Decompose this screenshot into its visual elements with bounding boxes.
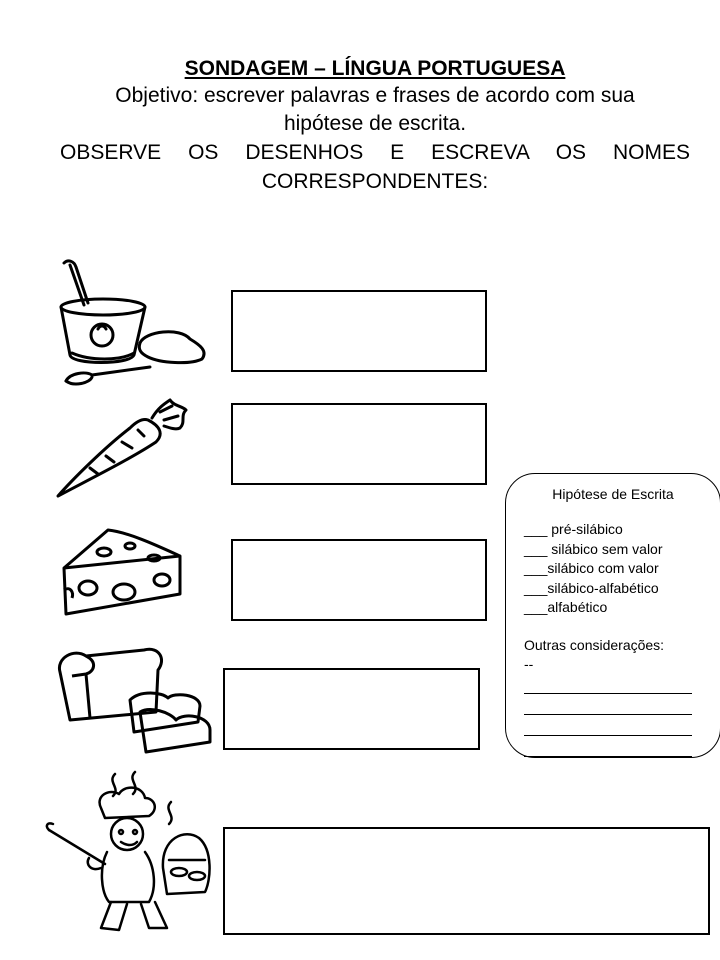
option-silabico-com-valor[interactable]: ___silábico com valor (524, 560, 659, 576)
answer-box-bread[interactable] (223, 668, 480, 750)
answer-box-sentence[interactable] (223, 827, 710, 935)
carrot-icon (52, 398, 202, 503)
writing-line[interactable] (524, 715, 692, 736)
writing-line[interactable] (524, 673, 692, 694)
writing-line[interactable] (524, 694, 692, 715)
option-alfabetico[interactable]: ___alfabético (524, 599, 608, 615)
option-silabico-sem-valor[interactable]: ___ silábico sem valor (524, 540, 663, 557)
page-header (60, 56, 690, 196)
bread-icon (50, 642, 220, 762)
hypothesis-panel (505, 473, 720, 758)
objective-line-1: Objetivo: escrever palavras e frases de acordo com sua (115, 84, 635, 107)
others-prefix: -- (524, 655, 534, 672)
page-title: SONDAGEM – LÍNGUA PORTUGUESA (184, 57, 566, 80)
instruction-text: OBSERVE OS DESENHOS E ESCREVA OS NOMES CORRESPONDENTES: (60, 141, 690, 193)
hypothesis-title: Hipótese de Escrita (552, 486, 674, 502)
answer-box-yogurt[interactable] (231, 290, 487, 372)
cheese-icon (58, 522, 188, 622)
answer-box-carrot[interactable] (231, 403, 487, 485)
option-pre-silabico[interactable]: ___ pré-silábico (524, 521, 623, 537)
option-silabico-alfabetico[interactable]: ___silábico-alfabético (524, 579, 659, 596)
writing-line[interactable] (524, 736, 692, 757)
objective-line-2: hipótese de escrita. (283, 112, 467, 135)
answer-box-cheese[interactable] (231, 539, 487, 621)
others-label: Outras considerações: (524, 636, 665, 653)
baker-icon (45, 768, 225, 938)
yogurt-icon (50, 255, 220, 390)
